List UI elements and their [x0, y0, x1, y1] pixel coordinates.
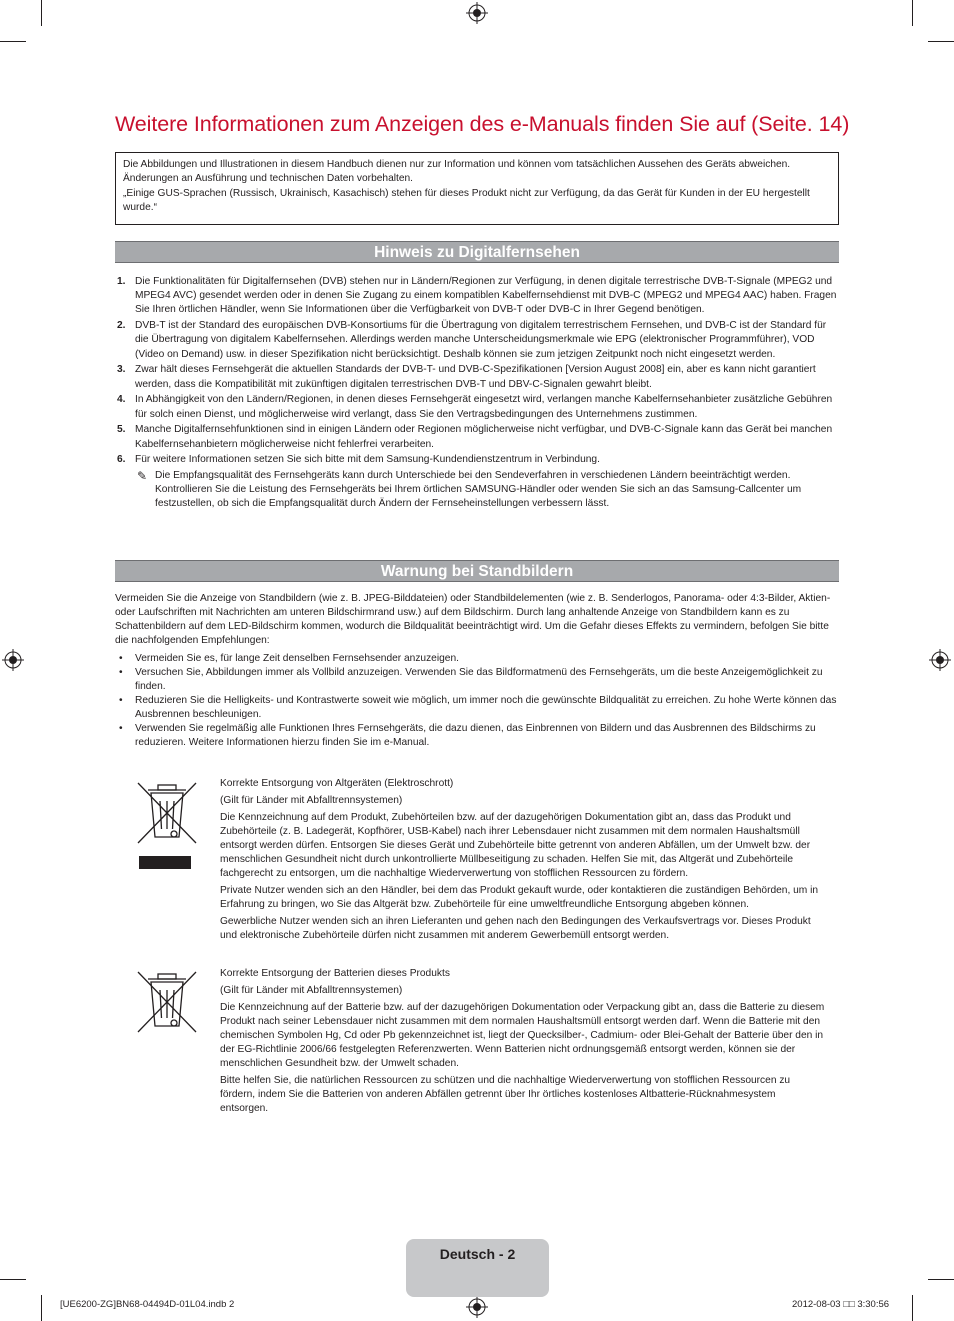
bullet-icon: •: [119, 723, 123, 734]
item-number: 1.: [117, 276, 126, 287]
print-slug-timestamp: 2012-08-03 □□ 3:30:56: [792, 1299, 890, 1310]
list-item: [115, 275, 839, 318]
crossed-out-wheelie-bin-icon: [134, 968, 200, 1038]
crop-mark: [41, 1295, 42, 1321]
reception-note: [135, 469, 839, 512]
battery-paragraph: Bitte helfen Sie, die natürlichen Ressourcen zu schützen und die nachhaltige Wiederverwertung von stofflichen Ressourcen zu fördern, indem Sie die Batterien von anderen Abfällen getrennt über Ihr örtliches kostenloses Altbatterie-Rücknahmesystem entsorgen.: [220, 1075, 791, 1114]
battery-paragraph: Die Kennzeichnung auf der Batterie bzw. auf der dazugehörigen Dokumentation oder Verpackung gibt an, dass die Batterie zu diesem Produkt nach seiner Lebensdauer nicht zusammen mit dem normalen Haushaltsmüll entsorgt werden darf. Wenn die Batterie mit den chemischen Symbolen Hg, Cd oder Pb gekennzeichnet ist, liegt der Quecksilber-, Cadmium- oder Blei-Gehalt der Batterie über den in der EG-Richtlinie 2006/66 festgelegten Referenzwerten. Wenn Batterien nicht ordnungsgemäß entsorgt werden, können sie der menschlichen Gesundheit bzw. der Umwelt schaden.: [220, 1002, 825, 1069]
crop-mark: [912, 0, 913, 26]
crop-mark: [928, 1279, 954, 1280]
item-text: Verwenden Sie regelmäßig alle Funktionen Ihres Fernsehgeräts, die dazu dienen, das Einbrennen von Bildern und das Ausbrennen des Bildschirms zu reduzieren. Weitere Informationen hierzu finden Sie im e-Manual.: [135, 723, 816, 748]
item-text: Versuchen Sie, Abbildungen immer als Vollbild anzuzeigen. Verwenden Sie das Bildformatmenü des Fernsehgeräts, um die beste Anzeigemöglichkeit zu finden.: [135, 667, 823, 692]
still-image-warning-text: Vermeiden Sie die Anzeige von Standbildern (wie z. B. JPEG-Bilddateien) oder Standbildelementen (wie z. B. Senderlogos, Panorama- oder 4:3-Bilder, Aktien- oder Laufschriften mit Nachrichten am unteren Bildschirmrand usw.) auf dem Bildschirm. Durch lang anhaltende Anzeige von Standbildern kann es zu Schattenbildern auf dem LED-Bildschirm kommen, wodurch die Bildqualität beeinträchtigt wird. Um die Gefahr dieses Effekts zu vermindern, befolgen Sie bitte die nachfolgenden Empfehlungen:: [115, 593, 831, 646]
item-text: Zwar hält dieses Fernsehgerät die aktuellen Standards der DVB-T- und DVB-C-Spezifikationen [Version August 2008] ein, aber es kann nicht garantiert werden, dass die Kompatibilität mit zukünftigen digitalen terrestrischen DVB-T und DBV-C-Signalen gewahrt bleibt.: [135, 364, 816, 390]
list-item: [115, 453, 839, 511]
pencil-note-icon: ✎: [137, 468, 148, 483]
battery-disposal-block: [220, 967, 825, 1116]
bullet-icon: •: [119, 653, 123, 664]
item-number: 3.: [117, 364, 126, 376]
section-heading-digital-tv: Hinweis zu Digitalfernsehen: [115, 241, 839, 263]
bullet-icon: •: [119, 667, 123, 678]
weee-disposal-block: [220, 777, 825, 943]
crop-mark: [0, 41, 26, 42]
disclaimer-text: Die Abbildungen und Illustrationen in diesem Handbuch dienen nur zur Information und können vom tatsächlichen Aussehen des Geräts abweichen. Änderungen an Ausführung und technischen Daten vorbehalten.: [123, 159, 791, 184]
item-text: Vermeiden Sie es, für lange Zeit denselben Fernsehsender anzuzeigen.: [135, 653, 459, 664]
crop-mark: [41, 0, 42, 26]
list-item: [115, 319, 839, 362]
weee-heading: Korrekte Entsorgung von Altgeräten (Elektroschrott): [220, 778, 454, 789]
item-text: Für weitere Informationen setzen Sie sich bitte mit dem Samsung-Kundendienstzentrum in Verbindung.: [135, 454, 600, 466]
print-slug-file: [UE6200-ZG]BN68-04494D-01L04.indb 2: [60, 1299, 235, 1310]
disclaimer-box: [115, 152, 839, 225]
list-item: [115, 694, 839, 722]
item-text: Manche Digitalfernsehfunktionen sind in einigen Ländern oder Regionen möglicherweise nicht verfügbar, und DVB-C-Signale kann das Gerät bei manchen Kabelfernsehanbietern möglicherweise nicht fehlerfrei verarbeiten.: [135, 424, 833, 450]
registration-target-icon: [466, 1296, 488, 1318]
section-heading-still-images: Warnung bei Standbildern: [115, 560, 839, 582]
page-number-tab: [406, 1239, 549, 1297]
weee-paragraph: Gewerbliche Nutzer wenden sich an ihren Lieferanten und gehen nach den Bedingungen des Verkaufsvertrags vor. Dieses Produkt und elektronische Zubehörteile dürfen nicht zusammen mit anderem Gewerbemüll entsorgt werden.: [220, 916, 811, 941]
still-image-recommendations: [115, 652, 839, 750]
registration-target-icon: [466, 2, 488, 24]
weee-paragraph: Private Nutzer wenden sich an den Händler, bei dem das Produkt gekauft wurde, oder kontaktieren die zuständigen Behörden, um in Erfahrung zu bringen, wo Sie das Altgerät bzw. Zubehörteile für eine umweltfreundliche Entsorgung abgeben können.: [220, 885, 819, 910]
item-number: 6.: [117, 454, 126, 466]
note-text: Die Empfangsqualität des Fernsehgeräts kann durch Unterschiede bei den Sendeverfahren in verschiedenen Ländern beeinträchtigt werden. Kontrollieren Sie die Leistung des Fernsehgeräts bei Ihrem örtlichen SAMSUNG-Händler oder wenden Sie sich an das Samsung-Callcenter um festzustellen, ob sich die Empfangsqualität durch Ändern der Fernseheinstellungen verbessern lässt.: [155, 469, 802, 510]
item-number: 4.: [117, 394, 126, 406]
list-item: [115, 393, 839, 421]
item-text: Die Funktionalitäten für Digitalfernsehen (DVB) stehen nur in Ländern/Regionen zur Verfügung, in denen digitale terrestrische DVB-T-Signale (MPEG2 und MPEG4 AVC) gesendet werden oder in denen Sie Zugang zu einem kompatiblen Kabelfernsehdienst mit DVB-C (MPEG2 und MPEG4 AAC) haben. Fragen Sie Ihren örtlichen Händler, wenn Sie Informationen über die Verfügbarkeit von DVB-T oder DVB-C in Ihrer Gegend benötigen.: [135, 276, 837, 316]
list-item: [115, 363, 839, 391]
registration-target-icon: [2, 649, 24, 671]
weee-paragraph: Die Kennzeichnung auf dem Produkt, Zubehörteilen bzw. auf der dazugehörigen Dokumentation gibt an, dass das Produkt und Zubehörteile (z. B. Ladegerät, Kopfhörer, USB-Kabel) nach ihrer Lebensdauer nicht zusammen mit dem normalen Haushaltsmüll entsorgt werden dürfen. Entsorgen Sie dieses Gerät und Zubehörteile bitte getrennt von anderen Abfällen, um der Umwelt bzw. der menschlichen Gesundheit nicht durch unkontrollierte Müllbeseitigung zu schaden. Helfen Sie mit, das Altgerät und Zubehörteile fachgerecht zu entsorgen, um die nachhaltige Wiederverwertung von stofflichen Ressourcen zu fördern.: [220, 812, 811, 879]
weee-subheading: (Gilt für Länder mit Abfalltrennsystemen): [220, 795, 403, 806]
digital-tv-notes-list: [115, 275, 839, 513]
list-item: [115, 722, 839, 750]
crop-mark: [928, 41, 954, 42]
item-number: 5.: [117, 424, 126, 436]
page-number: Deutsch - 2: [439, 1246, 516, 1262]
item-text: Reduzieren Sie die Helligkeits- und Kontrastwerte soweit wie möglich, um immer noch die gewünschte Bildqualität zu erreichen. Zu hohe Werte können das Ausbrennen beschleunigen.: [135, 695, 837, 720]
item-text: DVB-T ist der Standard des europäischen DVB-Konsortiums für die Übertragung von digitalem terrestrischem Fernsehen, und DVB-C ist der Standard für die Übertragung von digitalem Kabelfernsehen. Allerdings werden manche Unterscheidungsmerkmale wie EPG (elektronischer Programmführer), VOD (Video on Demand) usw. in dieser Spezifikation nicht berücksichtigt. Deshalb können sie zum jetzigen Zeitpunkt noch nicht eingesetzt werden.: [135, 320, 827, 360]
list-item: [115, 666, 839, 694]
bullet-icon: •: [119, 695, 123, 706]
item-text: In Abhängigkeit von den Ländern/Regionen, in denen dieses Fernsehgerät eingesetzt wird, verlangen manche Kabelfernsehanbieter zusätzliche Gebühren für solch einen Dienst, und möglicherweise wird verlangt, dass Sie den Vertragsbedingungen des Unternehmens zustimmen.: [135, 394, 833, 420]
list-item: [115, 652, 839, 666]
page-title: Weitere Informationen zum Anzeigen des e-Manuals finden Sie auf (Seite. 14): [115, 112, 850, 136]
registration-target-icon: [929, 649, 951, 671]
language-notice-text: „Einige GUS-Sprachen (Russisch, Ukrainisch, Kasachisch) stehen für dieses Produkt nicht zur Verfügung, da das Gerät für Kunden in der EU hergestellt wurde.“: [123, 188, 810, 213]
item-number: 2.: [117, 320, 126, 332]
battery-subheading: (Gilt für Länder mit Abfalltrennsystemen): [220, 985, 403, 996]
crop-mark: [0, 1279, 26, 1280]
crop-mark: [912, 1295, 913, 1321]
crossed-out-wheelie-bin-icon: [134, 779, 200, 871]
list-item: [115, 423, 839, 451]
battery-heading: Korrekte Entsorgung der Batterien dieses Produkts: [220, 968, 450, 979]
